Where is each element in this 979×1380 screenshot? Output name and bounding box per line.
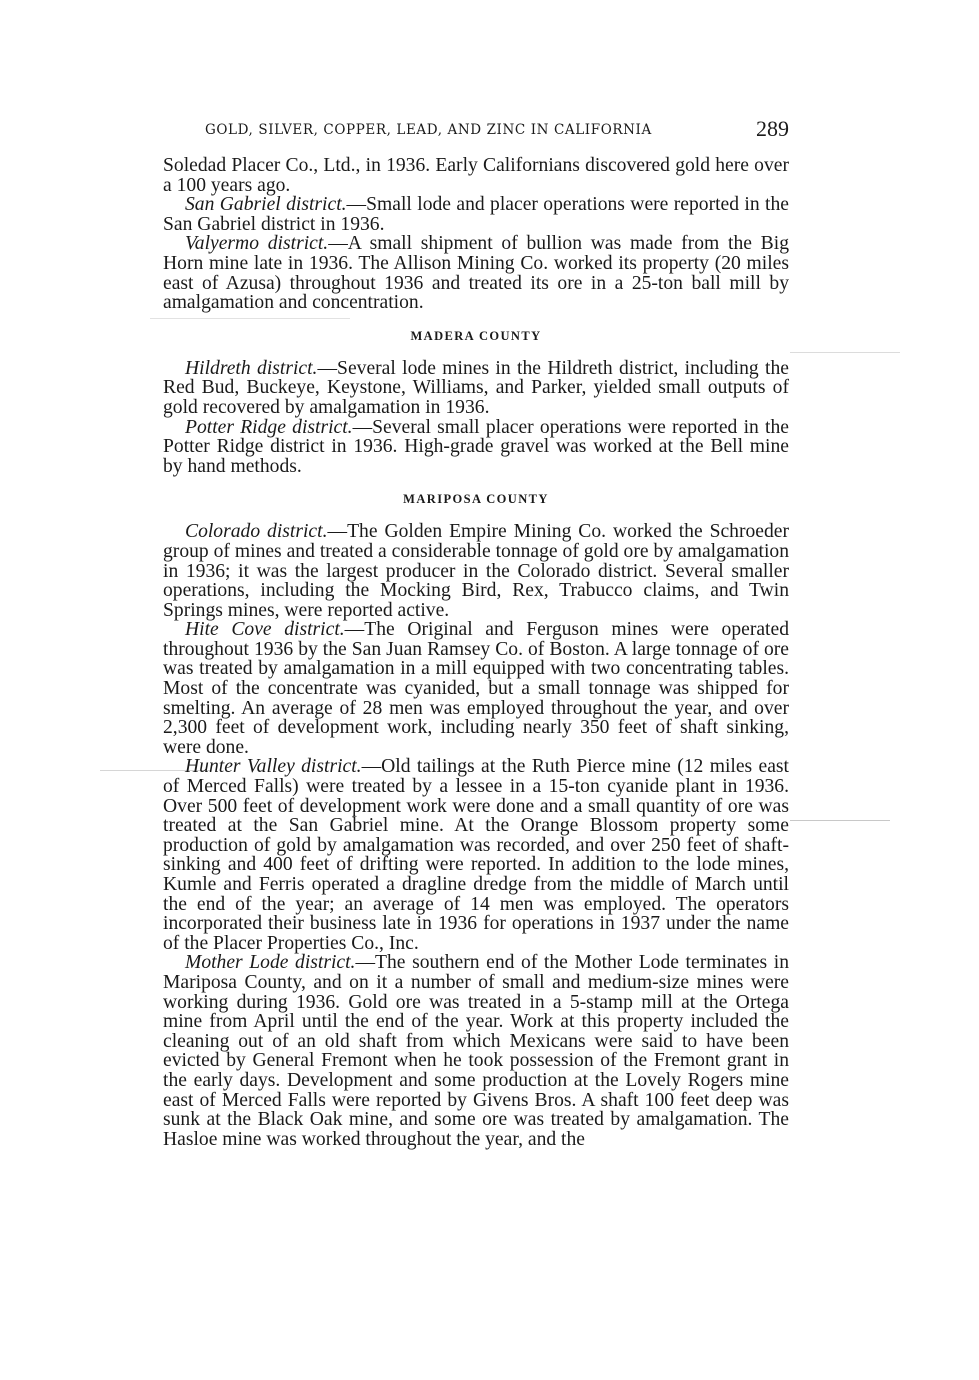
san-gabriel-text: —Small lode and placer operations were reported in the San Gabriel district in 1936. <box>163 194 789 235</box>
scan-artifact-line <box>790 820 890 821</box>
scan-artifact-line <box>790 352 900 353</box>
colorado-district-name: Colorado district. <box>185 521 328 543</box>
hildreth-text: —Several lode mines in the Hildreth district, including the Red Bud, Buckeye, Keystone, Williams, and Parker, yielded small outputs of gold recovered by amalgamation in 1936. <box>163 357 789 418</box>
mother-lode-text: —The southern end of the Mother Lode terminates in Mariposa County, and on it a number of small and medium-size mines were working during 1936. Gold ore was treated in a 5-stamp mill at the Ortega mine from April until the end of the year. Work at this property included the cleaning out of an old shaft from which Mexicans were said to have been evicted by General Fremont when he took possession of the Fremont grant in the early days. Development and some production at the Lovely Rogers mine east of Merced Falls were reported by Givens Bros. A shaft 100 feet deep was sunk at the Black Oak mine, and some ore was treated by amalgamation. The Hasloe mine was worked throughout the year, and the <box>163 952 789 1150</box>
mother-lode-paragraph <box>163 953 789 1149</box>
intro-paragraph: Soledad Placer Co., Ltd., in 1936. Early Californians discovered gold here over a 100 years ago. <box>163 155 789 196</box>
hunter-valley-text: —Old tailings at the Ruth Pierce mine (12 miles east of Merced Falls) were treated by a lessee in a 15-ton cyanide plant in 1936. Over 500 feet of development work were done and a small quantity of ore was treated at the San Gabriel mine. At the Orange Blossom property some production of gold by amalgamation was recorded, and over 250 feet of shaft-sinking and 400 feet of drifting were reported. In addition to the lode mines, Kumle and Ferris operated a dragline dredge from the middle of March until the end of the year; an average of 14 men was employed. The operators incorporated their business late in 1936 for operations in 1937 under the name of the Placer Properties Co., Inc. <box>163 756 789 954</box>
page-number: 289 <box>756 116 789 141</box>
hildreth-paragraph <box>163 359 789 418</box>
potter-ridge-paragraph <box>163 418 789 477</box>
madera-county-heading: MADERA COUNTY <box>410 328 542 343</box>
hunter-valley-paragraph <box>163 757 789 953</box>
mother-lode-district-name: Mother Lode district. <box>185 952 356 974</box>
potter-ridge-text: —Several small placer operations were reported in the Potter Ridge district in 1936. High-grade gravel was worked at the Bell mine by hand methods. <box>163 416 789 477</box>
colorado-paragraph <box>163 522 789 620</box>
running-title: GOLD, SILVER, COPPER, LEAD, AND ZINC IN CALIFORNIA <box>205 122 652 138</box>
san-gabriel-paragraph <box>163 195 789 234</box>
colorado-text: —The Golden Empire Mining Co. worked the Schroeder group of mines and treated a considerable tonnage of gold ore by amalgamation in 1936; it was the largest producer in the Colorado district. Several smaller operations, including the Mocking Bird, Rex, Trabucco claims, and Twin Springs mines, were reported active. <box>163 521 789 621</box>
valyermo-paragraph <box>163 234 789 312</box>
valyermo-text: —A small shipment of bullion was made from the Big Horn mine late in 1936. The Allison Mining Co. worked its property (20 miles east of Azusa) throughout 1936 and treated its ore in a 25-ton ball mill by amalgamation and concentration. <box>163 233 789 314</box>
hite-cove-district-name: Hite Cove district. <box>185 619 345 641</box>
mariposa-county-heading: MARIPOSA COUNTY <box>403 492 549 507</box>
running-header <box>163 118 789 150</box>
potter-ridge-district-name: Potter Ridge district. <box>185 416 353 438</box>
san-gabriel-district-name: San Gabriel district. <box>185 194 347 216</box>
hunter-valley-district-name: Hunter Valley district. <box>185 756 362 778</box>
valyermo-district-name: Valyermo district. <box>185 233 329 255</box>
hildreth-district-name: Hildreth district. <box>185 357 318 379</box>
hite-cove-text: —The Original and Ferguson mines were operated throughout 1936 by the San Juan Ramsey Co. of Boston. A large tonnage of ore was treated by amalgamation in a mill equipped with two concentrating tables. Most of the concentrate was cyanided, but a small tonnage was shipped for smelting. An average of 28 men was employed throughout the year, and over 2,300 feet of development work, including nearly 350 feet of shaft sinking, were done. <box>163 619 789 758</box>
document-page <box>163 118 789 1149</box>
hite-cove-paragraph <box>163 620 789 757</box>
